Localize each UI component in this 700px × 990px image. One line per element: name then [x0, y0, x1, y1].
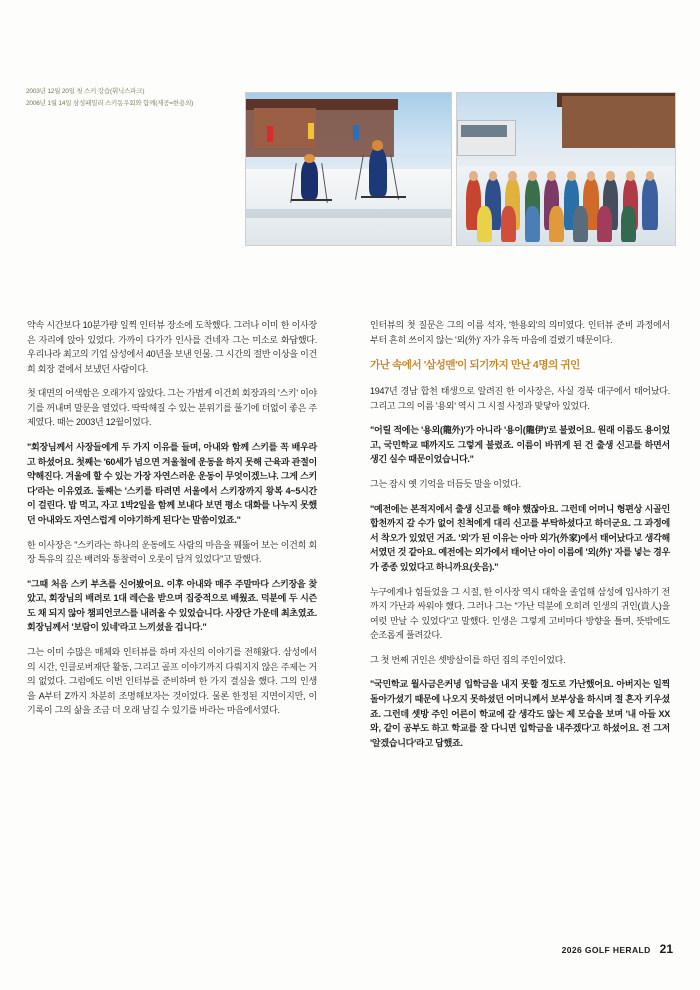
paragraph-quote: "국민학교 월사금은커녕 입학금을 내지 못할 정도로 가난했어요. 아버지는 일찍 돌아가셨기 때문에 나오지 못하셨던 어머니께서 보부상을 하시며 절 혼자 키우셨죠. 그런데 셋방 주인 어른이 학교에 갈 생각도 않는 제 모습을 보며 '내 아들 XX와, 같이 공부도 하고 학교를 잘 다니면 입학금을 내주겠다'고 하셨어요. 전 그저 '알겠습니다'라고 답했죠. [370, 679, 670, 748]
article-column-right [370, 318, 670, 760]
ski-club-group-photo [456, 92, 676, 246]
paragraph: 그 첫 번째 귀인은 셋방살이를 하던 집의 주인이었다. [370, 654, 566, 665]
paragraph-quote: "어릴 적에는 '용외(龍外)'가 아니라 '용이(龍伊)'로 불렸어요. 원래 이름도 용이었고, 국민학교 때까지도 그렇게 불렸죠. 이름이 바뀌게 된 건 출생 신고를 하면서 생긴 실수 때문이었습니다." [370, 425, 670, 465]
photo-caption-line-1: 2003년 12월 20일 첫 스키 강습(휘닉스파크) [26, 88, 145, 95]
paragraph: 그는 잠시 옛 기억을 더듬듯 말을 이었다. [370, 479, 521, 490]
paragraph-quote: "회장님께서 사장들에게 두 가지 이유를 들며, 아내와 함께 스키를 꼭 배우라고 하셨어요. 첫째는 '60세가 넘으면 겨울철에 운동을 하지 못해 근육과 관절이 약해진다. 겨울에 할 수 있는 가장 자연스러운 운동이 무엇이겠느냐. 그게 스키다'라는 이유였죠. 둘째는 '스키를 타려면 서울에서 스키장까지 왕복 4~5시간이 걸린다. 밥 먹고, 자고 1박2일을 함께 보내다 보면 평소 대화를 나누지 못했던 아내와도 자연스럽게 이야기하게 된다'는 말씀이었죠." [27, 442, 317, 525]
paragraph: 약속 시간보다 10분가량 일찍 인터뷰 장소에 도착했다. 그러나 이미 한 이사장은 자리에 앉아 있었다. 가까이 다가가 인사를 건네자 그는 미소로 화답했다. 우리나라 최고의 기업 삼성에서 40년을 보낸 인물. 그 시간의 절반 이상을 이건희 회장 곁에서 보냈던 사람이다. [27, 320, 317, 374]
paragraph: 한 이사장은 "스키라는 하나의 운동에도 사람의 마음을 꿰뚫어 보는 이건희 회장 특유의 깊은 배려와 통찰력이 오롯이 담겨 있었다"고 말했다. [27, 539, 317, 565]
paragraph: 첫 대면의 어색함은 오래가지 않았다. 그는 가볍게 이건희 회장과의 '스키' 이야기를 꺼내며 말문을 열었다. 딱딱해질 수 있는 분위기를 풀기에 더없이 좋은 주제였다. 때는 2003년 12월이었다. [27, 388, 317, 428]
paragraph-quote: "예전에는 본적지에서 출생 신고를 해야 했잖아요. 그런데 어머니 형편상 시골인 합천까지 갈 수가 없어 친척에게 대리 신고를 부탁하셨다고 하더군요. 그 과정에서 착오가 있었던 거죠. '외'가 된 이유는 아마 외가(外家)에서 태어났다고 생각해서였던 것 같아요. 예전에는 외가에서 태어난 아이 이름에 '외(外)' 자를 넣는 경우가 종종 있었다고 하니까요(웃음)." [370, 503, 670, 572]
publication-title: 2026 GOLF HERALD [561, 945, 651, 955]
paragraph: 1947년 경남 합천 태생으로 알려진 한 이사장은, 사실 경북 대구에서 태어났다. 그리고 그의 이름 '용외' 역시 그 시절 사정과 맞닿아 있었다. [370, 386, 670, 411]
ski-lesson-photo [245, 92, 452, 246]
photo-caption-line-2: 2006년 1월 14일 삼성패밀리 스키동우회와 함께(제공=한용외) [26, 100, 194, 108]
section-subhead: 가난 속에서 '삼성맨'이 되기까지 만난 4명의 귀인 [370, 359, 580, 372]
page-number: 21 [659, 942, 673, 956]
paragraph: 그는 이미 수많은 매체와 인터뷰를 하며 자신의 이야기를 전해왔다. 삼성에서의 시간, 인클로버재단 활동, 그리고 골프 이야기까지 다뤄지지 않은 주제는 거의 없었다. 그럼에도 이번 인터뷰를 준비하며 한 가지 결심을 했다. 그의 인생을 A부터 Z까지 차분히 조명해보자는 것이었다. 물론 한정된 지면이지만, 이 기록이 그의 삶을 조금 더 오래 남길 수 있기를 바라는 마음에서였다. [27, 646, 317, 716]
paragraph-lead: 인터뷰의 첫 질문은 그의 이름 석자, '한용외'의 의미였다. 인터뷰 준비 과정에서부터 흔히 쓰이지 않는 '외(外)' 자가 유독 마음에 걸렸기 때문이다. [370, 320, 670, 345]
paragraph-quote: "그때 처음 스키 부츠를 신어봤어요. 이후 아내와 매주 주말마다 스키장을 찾았고, 회장님의 배려로 1대 레슨을 받으며 집중적으로 배웠죠. 덕분에 두 시즌도 채 되지 않아 챔피언코스를 내려올 수 있었습니다. 사장단 가운데 최초였죠. 회장님께서 '보람이 있네'라고 느끼셨을 겁니다." [27, 578, 317, 633]
paragraph: 누구에게나 힘들었을 그 시절, 한 이사장 역시 대학을 졸업해 삼성에 입사하기 전까지 가난과 싸워야 했다. 그러나 그는 "가난 덕분에 오히려 인생의 귀인(貴人)을 여럿 만날 수 있었다"고 말했다. 인생은 그렇게 고비마다 방향을 틀며, 뜻밖에도 순조롭게 풀려갔다. [370, 586, 670, 641]
page-footer [562, 942, 673, 956]
article-column-left [27, 318, 317, 728]
photo-caption [26, 86, 241, 111]
photo-band [0, 0, 700, 265]
